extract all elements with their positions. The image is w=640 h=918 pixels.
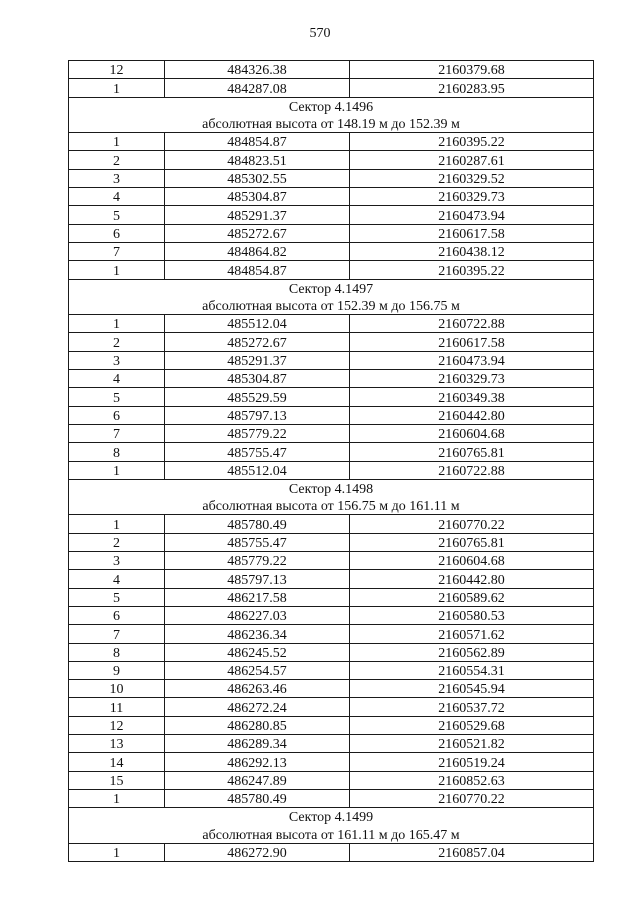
page-number: 570 xyxy=(309,26,331,41)
point-number-cell: 14 xyxy=(69,753,165,771)
y-coordinate-cell: 2160770.22 xyxy=(350,515,594,533)
point-number-cell: 8 xyxy=(69,643,165,661)
y-coordinate-cell: 2160589.62 xyxy=(350,588,594,606)
x-coordinate-cell: 485304.87 xyxy=(165,188,350,206)
point-number-cell: 3 xyxy=(69,552,165,570)
sector-altitude-range: абсолютная высота от 152.39 м до 156.75 м xyxy=(69,297,594,315)
table-row xyxy=(69,734,594,752)
point-number-cell: 4 xyxy=(69,570,165,588)
table-row xyxy=(69,588,594,606)
y-coordinate-cell: 2160395.22 xyxy=(350,261,594,279)
sector-title: Сектор 4.1496 xyxy=(69,97,594,115)
y-coordinate-cell: 2160283.95 xyxy=(350,79,594,97)
y-coordinate-cell: 2160329.52 xyxy=(350,169,594,187)
table-row xyxy=(69,716,594,734)
x-coordinate-cell: 486217.58 xyxy=(165,588,350,606)
y-coordinate-cell: 2160521.82 xyxy=(350,734,594,752)
table-row xyxy=(69,533,594,551)
table-row xyxy=(69,698,594,716)
x-coordinate-cell: 486289.34 xyxy=(165,734,350,752)
coordinates-table xyxy=(68,60,594,862)
x-coordinate-cell: 485512.04 xyxy=(165,315,350,333)
x-coordinate-cell: 485779.22 xyxy=(165,552,350,570)
x-coordinate-cell: 484854.87 xyxy=(165,261,350,279)
y-coordinate-cell: 2160379.68 xyxy=(350,61,594,79)
point-number-cell: 7 xyxy=(69,625,165,643)
table-row xyxy=(69,570,594,588)
table-row xyxy=(69,151,594,169)
x-coordinate-cell: 485755.47 xyxy=(165,443,350,461)
point-number-cell: 1 xyxy=(69,843,165,861)
x-coordinate-cell: 486292.13 xyxy=(165,753,350,771)
point-number-cell: 7 xyxy=(69,424,165,442)
table-row xyxy=(69,61,594,79)
point-number-cell: 2 xyxy=(69,533,165,551)
sector-altitude-range: абсолютная высота от 148.19 м до 152.39 м xyxy=(69,115,594,133)
point-number-cell: 4 xyxy=(69,370,165,388)
point-number-cell: 12 xyxy=(69,716,165,734)
sector-altitude-range: абсолютная высота от 156.75 м до 161.11 м xyxy=(69,497,594,515)
y-coordinate-cell: 2160329.73 xyxy=(350,370,594,388)
point-number-cell: 5 xyxy=(69,206,165,224)
x-coordinate-cell: 486254.57 xyxy=(165,661,350,679)
table-row xyxy=(69,315,594,333)
point-number-cell: 10 xyxy=(69,680,165,698)
sector-title: Сектор 4.1499 xyxy=(69,808,594,826)
point-number-cell: 3 xyxy=(69,351,165,369)
table-row xyxy=(69,169,594,187)
sector-altitude-row xyxy=(69,497,594,515)
table-row xyxy=(69,680,594,698)
y-coordinate-cell: 2160519.24 xyxy=(350,753,594,771)
table-row xyxy=(69,515,594,533)
y-coordinate-cell: 2160473.94 xyxy=(350,206,594,224)
point-number-cell: 6 xyxy=(69,606,165,624)
y-coordinate-cell: 2160529.68 xyxy=(350,716,594,734)
x-coordinate-cell: 485779.22 xyxy=(165,424,350,442)
y-coordinate-cell: 2160852.63 xyxy=(350,771,594,789)
table-row xyxy=(69,606,594,624)
sector-title-row xyxy=(69,808,594,826)
table-row xyxy=(69,79,594,97)
y-coordinate-cell: 2160473.94 xyxy=(350,351,594,369)
y-coordinate-cell: 2160329.73 xyxy=(350,188,594,206)
y-coordinate-cell: 2160287.61 xyxy=(350,151,594,169)
table-row xyxy=(69,333,594,351)
y-coordinate-cell: 2160722.88 xyxy=(350,315,594,333)
y-coordinate-cell: 2160765.81 xyxy=(350,533,594,551)
x-coordinate-cell: 485529.59 xyxy=(165,388,350,406)
x-coordinate-cell: 484287.08 xyxy=(165,79,350,97)
sector-title-row xyxy=(69,279,594,297)
table-row xyxy=(69,753,594,771)
y-coordinate-cell: 2160545.94 xyxy=(350,680,594,698)
y-coordinate-cell: 2160442.80 xyxy=(350,570,594,588)
x-coordinate-cell: 485797.13 xyxy=(165,570,350,588)
point-number-cell: 13 xyxy=(69,734,165,752)
point-number-cell: 5 xyxy=(69,588,165,606)
point-number-cell: 12 xyxy=(69,61,165,79)
table-row xyxy=(69,461,594,479)
table-row xyxy=(69,242,594,260)
point-number-cell: 1 xyxy=(69,461,165,479)
y-coordinate-cell: 2160395.22 xyxy=(350,133,594,151)
point-number-cell: 4 xyxy=(69,188,165,206)
y-coordinate-cell: 2160604.68 xyxy=(350,552,594,570)
point-number-cell: 2 xyxy=(69,151,165,169)
x-coordinate-cell: 485512.04 xyxy=(165,461,350,479)
point-number-cell: 5 xyxy=(69,388,165,406)
x-coordinate-cell: 485755.47 xyxy=(165,533,350,551)
x-coordinate-cell: 485272.67 xyxy=(165,333,350,351)
table-row xyxy=(69,388,594,406)
x-coordinate-cell: 486272.24 xyxy=(165,698,350,716)
x-coordinate-cell: 485302.55 xyxy=(165,169,350,187)
x-coordinate-cell: 485304.87 xyxy=(165,370,350,388)
table-row xyxy=(69,224,594,242)
y-coordinate-cell: 2160349.38 xyxy=(350,388,594,406)
table-row xyxy=(69,424,594,442)
x-coordinate-cell: 486280.85 xyxy=(165,716,350,734)
sector-title-row xyxy=(69,479,594,497)
x-coordinate-cell: 484854.87 xyxy=(165,133,350,151)
sector-altitude-row xyxy=(69,297,594,315)
y-coordinate-cell: 2160770.22 xyxy=(350,789,594,807)
y-coordinate-cell: 2160722.88 xyxy=(350,461,594,479)
x-coordinate-cell: 485780.49 xyxy=(165,515,350,533)
point-number-cell: 9 xyxy=(69,661,165,679)
point-number-cell: 1 xyxy=(69,133,165,151)
y-coordinate-cell: 2160438.12 xyxy=(350,242,594,260)
table-row xyxy=(69,370,594,388)
sector-altitude-range: абсолютная высота от 161.11 м до 165.47 м xyxy=(69,825,594,843)
sector-title: Сектор 4.1498 xyxy=(69,479,594,497)
y-coordinate-cell: 2160604.68 xyxy=(350,424,594,442)
y-coordinate-cell: 2160571.62 xyxy=(350,625,594,643)
table-row xyxy=(69,625,594,643)
point-number-cell: 6 xyxy=(69,224,165,242)
point-number-cell: 1 xyxy=(69,789,165,807)
point-number-cell: 3 xyxy=(69,169,165,187)
x-coordinate-cell: 486245.52 xyxy=(165,643,350,661)
x-coordinate-cell: 486236.34 xyxy=(165,625,350,643)
sector-altitude-row xyxy=(69,115,594,133)
x-coordinate-cell: 485797.13 xyxy=(165,406,350,424)
x-coordinate-cell: 484326.38 xyxy=(165,61,350,79)
point-number-cell: 1 xyxy=(69,261,165,279)
y-coordinate-cell: 2160580.53 xyxy=(350,606,594,624)
point-number-cell: 1 xyxy=(69,515,165,533)
x-coordinate-cell: 486247.89 xyxy=(165,771,350,789)
y-coordinate-cell: 2160537.72 xyxy=(350,698,594,716)
sector-altitude-row xyxy=(69,825,594,843)
point-number-cell: 6 xyxy=(69,406,165,424)
table-row xyxy=(69,789,594,807)
y-coordinate-cell: 2160617.58 xyxy=(350,224,594,242)
table-row xyxy=(69,188,594,206)
x-coordinate-cell: 485272.67 xyxy=(165,224,350,242)
table-row xyxy=(69,443,594,461)
point-number-cell: 2 xyxy=(69,333,165,351)
x-coordinate-cell: 485291.37 xyxy=(165,206,350,224)
table-row xyxy=(69,661,594,679)
point-number-cell: 7 xyxy=(69,242,165,260)
y-coordinate-cell: 2160562.89 xyxy=(350,643,594,661)
table-row xyxy=(69,133,594,151)
point-number-cell: 11 xyxy=(69,698,165,716)
table-row xyxy=(69,843,594,861)
table-row xyxy=(69,406,594,424)
point-number-cell: 8 xyxy=(69,443,165,461)
y-coordinate-cell: 2160857.04 xyxy=(350,843,594,861)
point-number-cell: 1 xyxy=(69,315,165,333)
x-coordinate-cell: 484864.82 xyxy=(165,242,350,260)
y-coordinate-cell: 2160554.31 xyxy=(350,661,594,679)
table-row xyxy=(69,771,594,789)
x-coordinate-cell: 484823.51 xyxy=(165,151,350,169)
sector-title-row xyxy=(69,97,594,115)
x-coordinate-cell: 485291.37 xyxy=(165,351,350,369)
point-number-cell: 1 xyxy=(69,79,165,97)
y-coordinate-cell: 2160442.80 xyxy=(350,406,594,424)
table-row xyxy=(69,351,594,369)
x-coordinate-cell: 486272.90 xyxy=(165,843,350,861)
table-row xyxy=(69,552,594,570)
x-coordinate-cell: 485780.49 xyxy=(165,789,350,807)
x-coordinate-cell: 486263.46 xyxy=(165,680,350,698)
table-row xyxy=(69,643,594,661)
sector-title: Сектор 4.1497 xyxy=(69,279,594,297)
table-row xyxy=(69,261,594,279)
y-coordinate-cell: 2160617.58 xyxy=(350,333,594,351)
table-row xyxy=(69,206,594,224)
y-coordinate-cell: 2160765.81 xyxy=(350,443,594,461)
x-coordinate-cell: 486227.03 xyxy=(165,606,350,624)
point-number-cell: 15 xyxy=(69,771,165,789)
